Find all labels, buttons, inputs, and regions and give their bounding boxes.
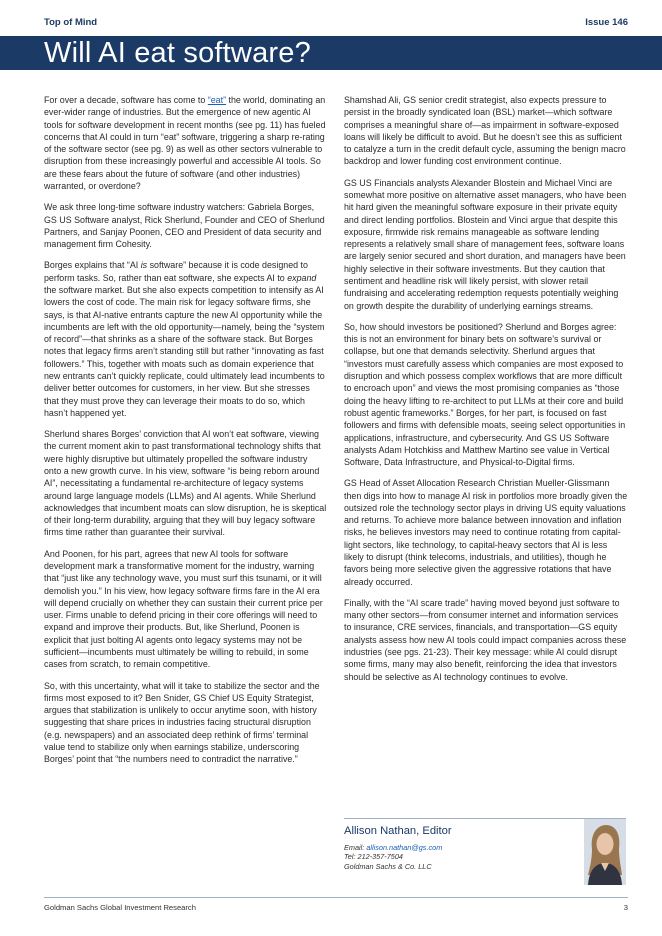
- editor-box: [344, 818, 626, 887]
- title-bar: [0, 36, 662, 70]
- footer-divider: [44, 897, 628, 898]
- paragraph: GS US Financials analysts Alexander Blostein and Michael Vinci are somewhat more positive on alternative asset managers, who have been hit hard given the meaningful software exposure in their private equity and direct lending portfolios. Blostein and Vinci argue that despite this exposure, firmwide risk remains manageable as software lending represents a relatively small share of management fees, software loans are largely senior secured and short duration, and managers have been highly selective in their software investments. But they caution that sentiment and headline risk will likely persist, with slower retail fundraising and accelerating redemption requests potentially weighing on growth despite the durability of underlying earnings streams.: [344, 177, 627, 311]
- page-number: 3: [623, 903, 628, 912]
- editor-name: Allison Nathan, Editor: [344, 825, 452, 837]
- editor-email-link[interactable]: allison.nathan@gs.com: [366, 843, 443, 852]
- paragraph: Shamshad Ali, GS senior credit strategist, also expects pressure to persist in the broadly syndicated loan (BSL) market—which software comprises a meaningful share of—as impairment in software-exposed loans will likely be difficult to avoid. But he doesn’t see this as sufficient to catalyze a turn in the credit default cycle, assuming the benign macro backdrop and lower funding cost environment continue.: [344, 95, 626, 167]
- footer-source: Goldman Sachs Global Investment Research: [44, 903, 196, 912]
- paragraph: And Poonen, for his part, agrees that new AI tools for software development mark a transformative moment for the industry, warning that “just like any technology wave, you must surf this tsunami, or it will demolish you.” In his view, how legacy software firms fare in the AI era will depend crucially on whether they can sustain their current price per user. Firms unable to defend pricing in their core offerings will need to expand and improve their products. But, like Sherlund, Poonen is explicit that just bolting AI agents onto legacy systems may not be sufficient—incumbents must ultimately be willing to rebuild, in some cases from scratch, to remain competitive.: [44, 548, 323, 670]
- paragraph: So, how should investors be positioned? Sherlund and Borges agree: this is not an environment for binary bets on software’s survival or collapse, but one that demands selectivity. Sherlund argues that “investors must carefully assess which companies are most exposed to disruption and which possess complex workflows that are more difficult to encroach upon” and views the most promising companies as “those doing the heavy lifting to re-architect to put LLMs at their core and build robust agentic frameworks.” Borges, for her part, is focused on fast followers and firms with defensible moats, seeing select opportunities in applications, infrastructure, and cybersecurity. And GS US Software analysts Adam Hotchkiss and Matthew Martino see value in Vertical Software, Data Infrastructure, and Physical-to-Digital firms.: [344, 321, 626, 468]
- paragraph: Finally, with the “AI scare trade” having moved beyond just software to many other sectors—from consumer internet and information services to insurance, CRE services, financials, and transportation—GS equity analysts assess how new AI tools could impact companies across these industries (see pgs. 21-23). Their key message: while AI could disrupt some firms, many may also benefit, reinforcing the idea that investors should be selective as AI technology continues to evolve.: [344, 597, 627, 682]
- section-label: Top of Mind: [44, 17, 98, 28]
- right-column: [344, 94, 628, 692]
- paragraph: Sherlund shares Borges’ conviction that AI won’t eat software, viewing the current moment akin to past transformational technology shifts that were highly disruptive but ultimately propelled the software industry onto a new growth curve. In his view, software “is being reborn around AI”, necessitating a fundamental re-architecture of legacy systems around large language models (LLMs) and AI agents. While Sherlund acknowledges that incumbent moats can slow disruption, he is skeptical of their long-term durability, arguing that they will buy legacy software firms time rather than guarantee their survival.: [44, 429, 327, 538]
- paragraph: We ask three long-time software industry watchers: Gabriela Borges, GS US Software analyst, Rick Sherlund, Founder and CEO of Sherlund Partners, and Sanjay Poonen, CEO and President of data security and management firm Cohesity.: [44, 202, 325, 250]
- paragraph: For over a decade, software has come to “eat” the world, dominating an ever-wider range of industries. But the emergence of new agentic AI tools for software development in recent months (see pg. 11) has fueled concerns that AI could in turn “eat” software, triggering a sharp re-rating of the software sector (see pg. 9) as well as other sectors vulnerable to disruption from these increasingly powerful and accessible AI tools. So are these fears about the future of software (and other industries) warranted, or overdone?: [44, 95, 326, 192]
- page-title: Will AI eat software?: [44, 37, 311, 69]
- editor-tel: Tel: 212-357-7504: [344, 852, 403, 862]
- paragraph: Borges explains that “AI is software” because it is code designed to perform tasks. So, rather than eat software, she expects AI to expand the software market. But she also expects competition to intensify as AI lowers the cost of code. The main risk for legacy software firms, she says, is that AI-native entrants capture the new AI opportunity while the incumbents are left with the old opportunity—namely, being the “system of record”—that shrinks as a share of the software stack. But Borges notes that legacy firms aren’t standing still but rather “innovating as fast followers.” This, together with moats such as domain experience that new entrants can’t quickly replicate, could ultimately lead incumbents to deliver better outcomes for customers, in her view. But she stresses that they must prove they can leverage their moats to do so, which hasn’t happened yet.: [44, 260, 325, 418]
- paragraph: So, with this uncertainty, what will it take to stabilize the sector and the firms most exposed to it? Ben Snider, GS Chief US Equity Strategist, argues that stabilization is unlikely to occur anytime soon, with history suggesting that share prices in industries facing structural disruption (e.g. newspapers) and an associated deep rethink of firms’ terminal value tend to stabilize only when earnings stabilize, underscoring Borges’ point that “the numbers need to contradict the narrative.”: [44, 680, 320, 765]
- editor-photo: [584, 819, 626, 885]
- editor-company: Goldman Sachs & Co. LLC: [344, 861, 432, 871]
- issue-label: Issue 146: [585, 17, 628, 28]
- running-header: [44, 17, 628, 33]
- portrait-icon: [584, 819, 626, 885]
- editor-contact: Email: allison.nathan@gs.com Tel: 212-357-7504 Goldman Sachs & Co. LLC: [344, 843, 443, 871]
- eat-link[interactable]: “eat”: [207, 95, 227, 105]
- left-column: [44, 94, 327, 774]
- paragraph: GS Head of Asset Allocation Research Christian Mueller-Glissmann then digs into how to manage AI risk in portfolios more broadly given the outsized role the technology sector plays in driving US equity valuations and returns. To achieve more balance between innovation and inflation risks, he believes investors may need to continue rotating from capital-light sectors, like technology, to capital-heavy sectors that AI is less likely to disrupt (think telecoms, industrials, and utilities), though he favors being more selective given the aggressive rotations that have already occurred.: [344, 478, 628, 587]
